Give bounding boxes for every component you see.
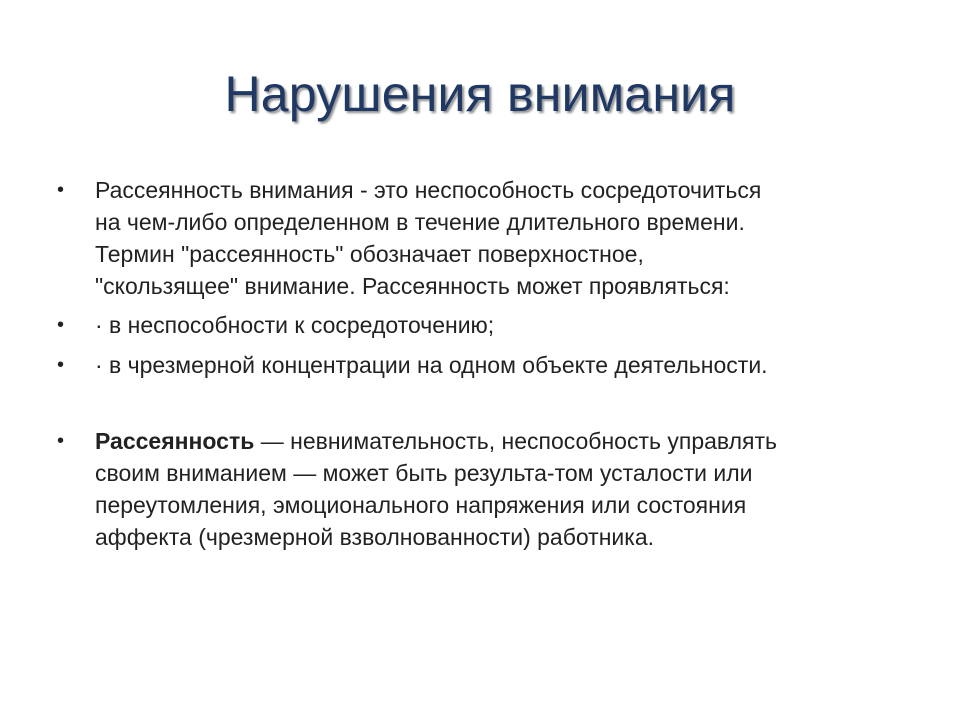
bullet-item — [57, 174, 887, 302]
bullet-text: · в неспособности к сосредоточению; — [95, 312, 495, 338]
bullet-marker: • — [57, 179, 65, 201]
bullet-line: Рассеянность внимания - это неспособность сосредоточиться — [95, 177, 762, 203]
bullet-line: своим вниманием — может быть результа-том усталости или — [95, 460, 753, 486]
bullet-marker: • — [57, 354, 65, 376]
bullet-item — [57, 349, 887, 381]
bullet-text: · в чрезмерной концентрации на одном объекте деятельности. — [95, 352, 768, 378]
bullet-item — [57, 309, 887, 341]
bullet-item — [57, 425, 887, 553]
bullet-line: аффекта (чрезмерной взволнованности) работника. — [95, 524, 655, 550]
bullet-text — [95, 425, 887, 553]
bullet-line: переутомления, эмоционального напряжения или состояния — [95, 492, 747, 518]
bullet-marker: • — [57, 430, 65, 452]
bullet-text — [95, 174, 887, 302]
bold-term: Рассеянность — [95, 428, 255, 454]
bullet-marker: • — [57, 314, 65, 336]
bullet-line: — невнимательность, неспособность управлять — [254, 428, 777, 454]
bullet-line: "скользящее" внимание. Рассеянность может проявляться: — [95, 273, 730, 299]
slide-title: Нарушения внимания — [224, 66, 736, 122]
bullet-line: Термин "рассеянность" обозначает поверхностное, — [95, 241, 644, 267]
bullet-line: на чем-либо определенном в течение длительного времени. — [95, 209, 745, 235]
